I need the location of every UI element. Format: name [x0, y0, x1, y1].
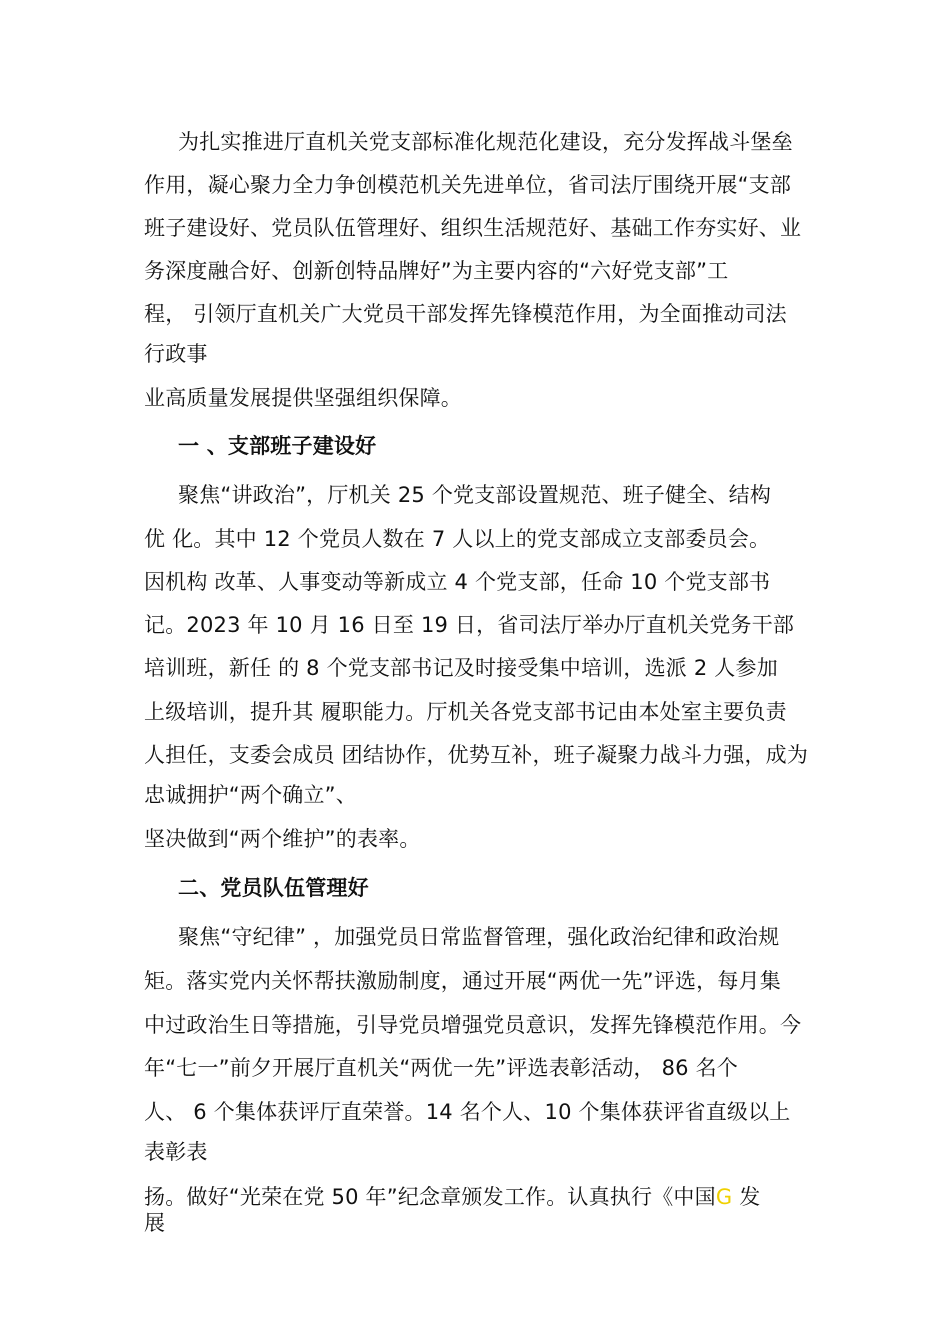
section-2-line-7 — [144, 1182, 760, 1212]
section-2-line-7-tail: 发 — [732, 1185, 761, 1209]
section-1-line-1: 聚焦“讲政治”，厅机关 25 个党支部设置规范、班子健全、结构 — [178, 483, 772, 507]
section-2-line-2: 矩。落实党内关怀帮扶激励制度，通过开展“两优一先”评选，每月集 — [144, 969, 781, 993]
intro-line-5: 程， 引领厅直机关广大党员干部发挥先锋模范作用，为全面推动司法 — [144, 302, 787, 326]
intro-line-7: 业高质量发展提供坚强组织保障。 — [144, 386, 462, 410]
section-1-line-3: 因机构 改革、人事变动等新成立 4 个党支部，任命 10 个党支部书 — [144, 570, 771, 594]
section-2-line-6: 表彰表 — [144, 1140, 208, 1164]
intro-line-6: 行政事 — [144, 342, 208, 366]
intro-line-1: 为扎实推进厅直机关党支部标准化规范化建设，充分发挥战斗堡垒 — [178, 130, 793, 154]
section-1-line-4: 记。2023 年 10 月 16 日至 19 日，省司法厅举办厅直机关党务干部 — [144, 613, 795, 637]
section-1-line-2: 优 化。其中 12 个党员人数在 7 人以上的党支部成立支部委员会。 — [144, 527, 771, 551]
intro-line-4: 务深度融合好、创新创特品牌好”为主要内容的“六好党支部”工 — [144, 259, 729, 283]
intro-line-3: 班子建设好、党员队伍管理好、组织生活规范好、基础工作夯实好、业 — [144, 216, 802, 240]
section-1-line-8: 忠诚拥护“两个确立”、 — [144, 783, 357, 807]
section-1-line-6: 上级培训，提升其 履职能力。厅机关各党支部书记由本处室主要负责 — [144, 700, 787, 724]
section-2-line-4: 年“七一”前夕开展厅直机关“两优一先”评选表彰活动， 86 名个 — [144, 1056, 738, 1080]
section-1-heading: 一 、支部班子建设好 — [178, 434, 377, 458]
highlight-mark: G — [715, 1185, 733, 1209]
section-2-heading: 二、党员队伍管理好 — [178, 876, 369, 900]
section-1-line-7: 人担任，支委会成员 团结协作，优势互补，班子凝聚力战斗力强，成为 — [144, 743, 809, 767]
section-2-line-5: 人、 6 个集体获评厅直荣誉。14 名个人、10 个集体获评省直级以上 — [144, 1100, 791, 1124]
section-2-line-3: 中过政治生日等措施，引导党员增强党员意识，发挥先锋模范作用。今 — [144, 1013, 802, 1037]
section-2-line-1: 聚焦“守纪律” ，加强党员日常监督管理，强化政治纪律和政治规 — [178, 925, 780, 949]
section-1-line-5: 培训班，新任 的 8 个党支部书记及时接受集中培训，选派 2 人参加 — [144, 656, 778, 680]
intro-line-2: 作用，凝心聚力全力争创模范机关先进单位，省司法厅围绕开展“支部 — [144, 173, 792, 197]
section-1-line-9: 坚决做到“两个维护”的表率。 — [144, 827, 421, 851]
section-2-line-8: 展 — [144, 1211, 166, 1235]
section-2-line-7-text: 扬。做好“光荣在党 50 年”纪念章颁发工作。认真执行《中国 — [144, 1185, 716, 1209]
